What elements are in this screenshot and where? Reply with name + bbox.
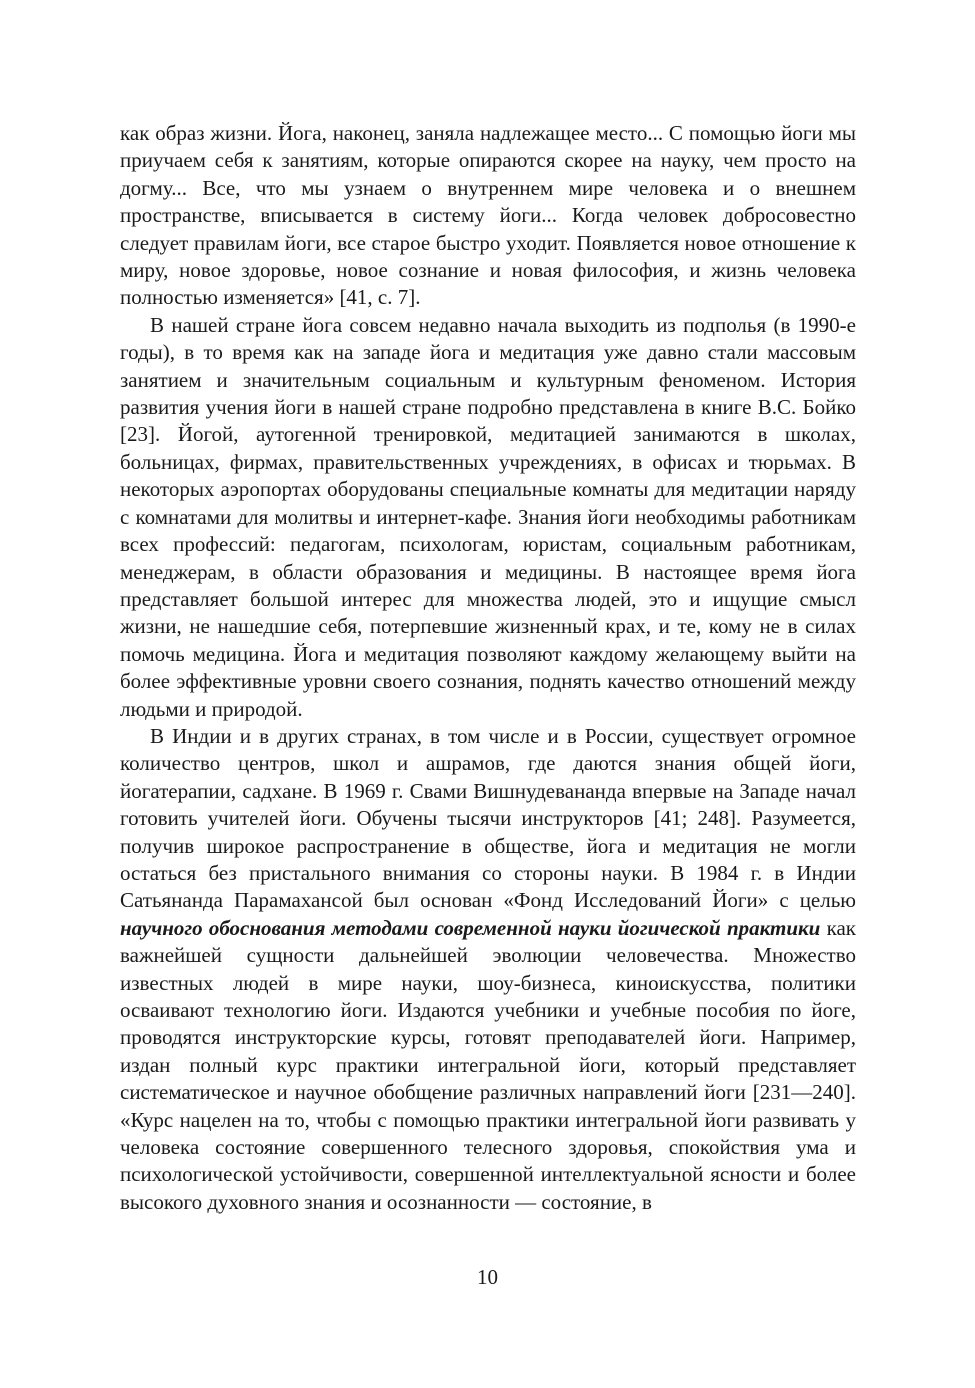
paragraph-3-text-after: как важнейшей сущности дальнейшей эволюции человечества. Множество известных людей в мире науки, шоу-бизнеса, киноискусства, политики осваивают технологию йоги. Издаются учебники и учебные пособия по йоге, проводятся инструкторские курсы, готовят преподавателей йоги. Например, издан полный курс практики интегральной йоги, который представляет систематическое и научное обобщение различных направлений йоги [231—240]. «Курс нацелен на то, чтобы с помощью практики интегральной йоги развивать у человека состояние совершенного телесного здоровья, спокойствия ума и психологической устойчивости, совершенной интеллектуальной ясности и более высокого духовного знания и осознанности — состояние, в bbox=[120, 915, 856, 1214]
paragraph-3 bbox=[120, 723, 856, 1216]
page-body bbox=[120, 120, 856, 1216]
paragraph-2: В нашей стране йога совсем недавно начала выходить из подполья (в 1990-е годы), в то время как на западе йога и медитация уже давно стали массовым занятием и значительным социальным и культурным феноменом. История развития учения йоги в нашей стране подробно представлена в книге В.С. Бойко [23]. Йогой, аутогенной тренировкой, медитацией занимаются в школах, больницах, фирмах, правительственных учреждениях, в офисах и тюрьмах. В некоторых аэропортах оборудованы специальные комнаты для медитации наряду с комнатами для молитвы и интернет-кафе. Знания йоги необходимы работникам всех профессий: педагогам, психологам, юристам, социальным работникам, менеджерам, в области образования и медицины. В настоящее время йога представляет большой интерес для множества людей, это и ищущие смысл жизни, не нашедшие себя, потерпевшие жизненный крах, и те, кому не в силах помочь медицина. Йога и медитация позволяют каждому желающему выйти на более эффективные уровни своего сознания, поднять качество отношений между людьми и природой. bbox=[120, 312, 856, 721]
paragraph-1: как образ жизни. Йога, наконец, заняла надлежащее место... С помощью йоги мы приучаем себя к занятиям, которые опираются скорее на науку, чем просто на догму... Все, что мы узнаем о внутреннем мире человека и о внешнем пространстве, вписывается в систему йоги... Когда человек добросовестно следует правилам йоги, все старое быстро уходит. Появляется новое отношение к миру, новое здоровье, новое сознание и новая философия, и жизнь человека полностью изменяется» [41, с. 7]. bbox=[120, 121, 856, 310]
paragraph-3-text-before: В Индии и в других странах, в том числе и в России, существует огромное количество центров, школ и ашрамов, где даются знания общей йоги, йогатерапии, садхане. В 1969 г. Свами Вишнудевананда впервые на Западе начал готовить учителей йоги. Обучены тысячи инструкторов [41; 248]. Разумеется, получив широкое распространение в обществе, йога и медитация не могли остаться без пристального внимания со стороны науки. В 1984 г. в Индии Сатьянанда Парамахансой был основан «Фонд Исследований Йоги» с целью bbox=[120, 723, 856, 913]
emphasized-text: научного обоснования методами современной науки йогической практики bbox=[120, 915, 821, 940]
page-number: 10 bbox=[477, 1265, 498, 1289]
